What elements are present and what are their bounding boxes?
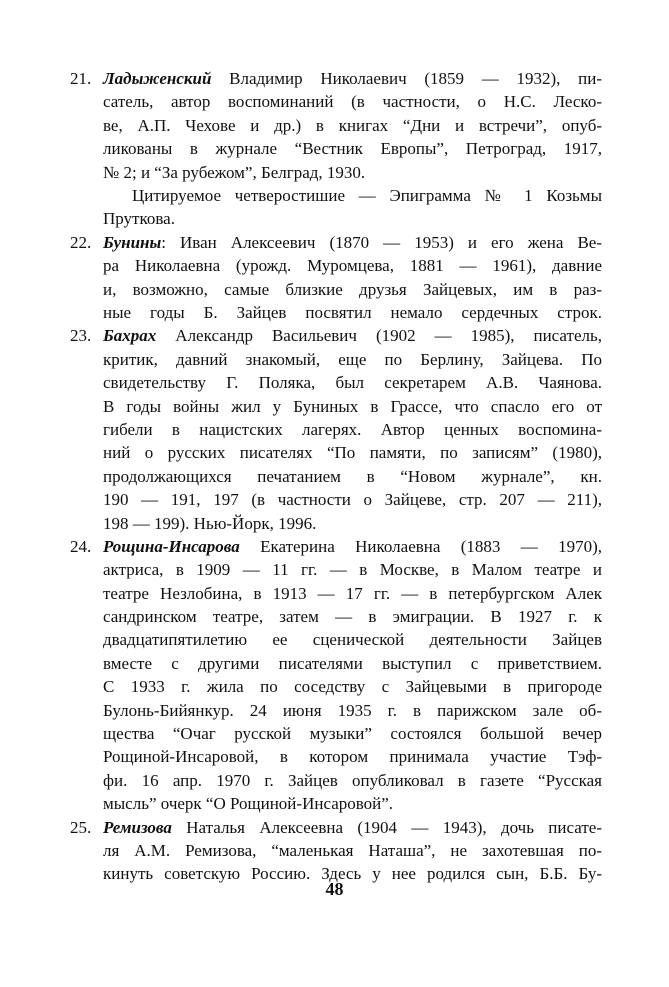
note-line	[70, 816, 602, 839]
note-number: 25.	[70, 817, 92, 837]
note-number: 21.	[70, 69, 92, 88]
note-line: свидетельству Г. Поляка, был секретарем А.В. Чаянова.	[103, 373, 602, 393]
note-name: Бахрах	[103, 326, 157, 346]
note-number: 24.	[70, 536, 92, 556]
note-line: ве, А.П. Чехове и др.) в книгах “Дни и встречи”, опуб-	[103, 115, 602, 135]
note-text: Владимир Николаевич (1859 — 1932), пи-	[211, 69, 602, 88]
note-25	[70, 816, 602, 886]
note-23	[70, 324, 602, 535]
note-line: С 1933 г. жила по соседству с Зайцевыми в пригороде	[103, 677, 602, 697]
note-line: гибели в нацистских лагерях. Автор ценных воспомина-	[103, 419, 602, 439]
note-line: двадцатипятилетию ее сценической деятельности Зайцев	[103, 630, 602, 650]
note-line	[70, 535, 602, 558]
note-line	[70, 231, 602, 254]
note-line: № 2; и “За рубежом”, Белград, 1930.	[103, 162, 366, 182]
note-name: Рощина-Инсарова	[103, 536, 240, 556]
note-line: Пруткова.	[103, 209, 175, 229]
note-text: Екатерина Николаевна (1883 — 1970),	[239, 536, 602, 556]
note-line: ра Николаевна (урожд. Муромцева, 1881 — 1961), давние	[103, 256, 602, 276]
note-line: кинуть советскую Россию. Здесь у нее родился сын, Б.Б. Бу-	[103, 864, 602, 884]
note-text: Александр Васильевич (1902 — 1985), писатель,	[156, 326, 602, 346]
note-line: вместе с другими писателями выступил с приветствием.	[103, 653, 602, 673]
note-line	[70, 324, 602, 347]
note-21	[70, 67, 602, 231]
note-number: 23.	[70, 326, 92, 346]
note-line: ний о русских писателях “По памяти, по записям” (1980),	[103, 443, 602, 463]
note-name: Ладыженский	[103, 69, 212, 88]
note-line: сатель, автор воспоминаний (в частности, о Н.С. Леско-	[103, 92, 602, 112]
note-line: ля А.М. Ремизова, “маленькая Наташа”, не захотевшая по-	[103, 841, 602, 861]
note-line: щества “Очаг русской музыки” состоялся большой вечер	[103, 724, 602, 744]
note-line: Цитируемое четверостишие — Эпиграмма № 1 Козьмы	[132, 185, 602, 205]
note-line: В годы войны жил у Буниных в Грассе, что спасло его от	[103, 396, 602, 416]
note-number: 22.	[70, 232, 92, 252]
note-text: : Иван Алексеевич (1870 — 1953) и его жена Ве-	[161, 232, 602, 252]
note-line: Рощиной-Инсаровой, в котором принимала участие Тэф-	[103, 747, 602, 767]
note-line: ликованы в журнале “Вестник Европы”, Петроград, 1917,	[103, 139, 602, 159]
note-line: ные годы Б. Зайцев посвятил немало сердечных строк.	[103, 302, 602, 322]
page-number: 48	[325, 879, 344, 899]
note-line: фи. 16 апр. 1970 г. Зайцев опубликовал в газете “Русская	[103, 770, 602, 790]
note-line: актриса, в 1909 — 11 гг. — в Москве, в Малом театре и	[103, 560, 602, 580]
note-22	[70, 231, 602, 325]
note-line	[70, 67, 602, 90]
note-line: Булонь-Бийянкур. 24 июня 1935 г. в парижском зале об-	[103, 700, 602, 720]
note-line: сандринском театре, затем — в эмиграции. В 1927 г. к	[103, 607, 602, 627]
note-text: Наталья Алексеевна (1904 — 1943), дочь писате-	[171, 817, 602, 837]
note-line: театре Незлобина, в 1913 — 17 гг. — в петербургском Алек	[103, 583, 602, 603]
note-name: Бунины	[103, 232, 162, 252]
note-line: и, возможно, самые близкие друзья Зайцевых, им в раз-	[103, 279, 602, 299]
note-24	[70, 535, 602, 816]
note-line: мысль” очерк “О Рощиной-Инсаровой”.	[103, 794, 394, 814]
note-line: 190 — 191, 197 (в частности о Зайцеве, стр. 207 — 211),	[103, 490, 602, 510]
note-line: 198 — 199). Нью-Йорк, 1996.	[103, 513, 317, 533]
note-line: продолжающихся печатанием в “Новом журнале”, кн.	[103, 466, 602, 486]
note-line: критик, давний знакомый, еще по Берлину, Зайцева. По	[103, 349, 602, 369]
note-name: Ремизова	[103, 817, 172, 837]
